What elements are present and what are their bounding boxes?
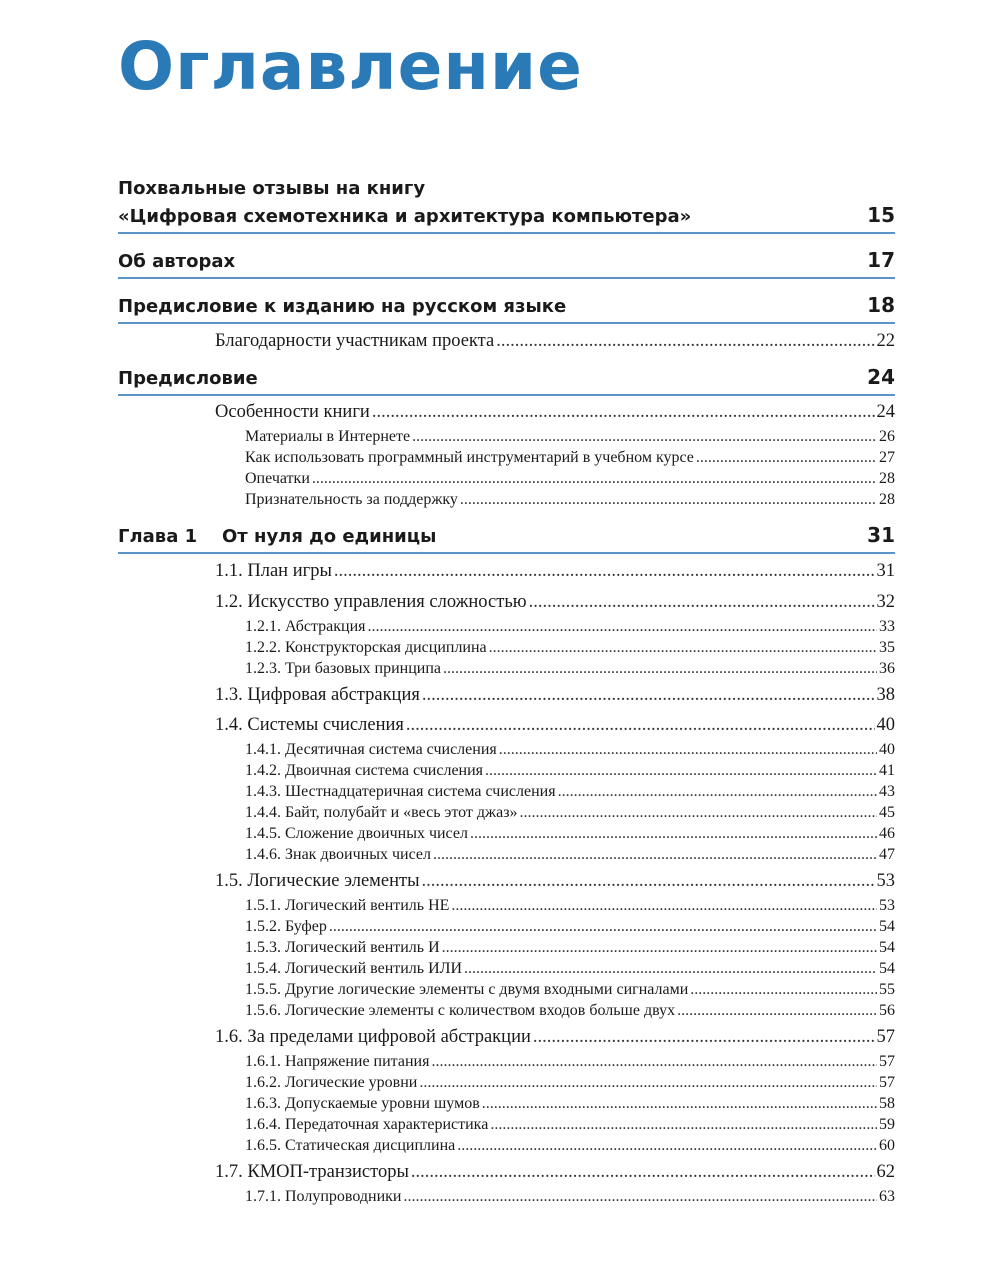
toc-subentry[interactable] bbox=[118, 802, 895, 823]
toc-subentry[interactable] bbox=[118, 1051, 895, 1072]
toc-entry[interactable] bbox=[118, 561, 895, 582]
toc-entry[interactable] bbox=[118, 715, 895, 736]
section-page-number: 18 bbox=[867, 293, 895, 317]
entry-title: 1.5.4. Логический вентиль ИЛИ bbox=[245, 960, 463, 977]
dot-leader bbox=[368, 616, 877, 637]
entry-title: 1.2.2. Конструкторская дисциплина bbox=[245, 639, 487, 656]
entry-page-number: 57 bbox=[879, 1053, 895, 1070]
toc-subentry[interactable] bbox=[118, 958, 895, 979]
toc-section-heading[interactable] bbox=[118, 247, 895, 279]
dot-leader bbox=[489, 637, 877, 658]
entry-page-number: 47 bbox=[879, 846, 895, 863]
entry-title: 1.5. Логические элементы bbox=[215, 871, 420, 891]
dot-leader bbox=[533, 1027, 875, 1048]
toc-subentry[interactable] bbox=[118, 916, 895, 937]
entry-title: 1.6. За пределами цифровой абстракции bbox=[215, 1027, 531, 1047]
entry-page-number: 57 bbox=[879, 1074, 895, 1091]
entry-title: 1.6.3. Допускаемые уровни шумов bbox=[245, 1095, 480, 1112]
entry-title: 1.7.1. Полупроводники bbox=[245, 1188, 402, 1205]
toc-subentry[interactable] bbox=[118, 658, 895, 679]
toc-subentry[interactable] bbox=[118, 844, 895, 865]
entry-title: 1.6.1. Напряжение питания bbox=[245, 1053, 430, 1070]
entry-title: 1.2.1. Абстракция bbox=[245, 618, 366, 635]
entry-page-number: 36 bbox=[879, 660, 895, 677]
entry-title: Как использовать программный инструментарий в учебном курсе bbox=[245, 449, 694, 466]
entry-page-number: 56 bbox=[879, 1002, 895, 1019]
entry-page-number: 38 bbox=[876, 685, 895, 705]
toc-subentry[interactable] bbox=[118, 489, 895, 510]
toc-subentry[interactable] bbox=[118, 1114, 895, 1135]
dot-leader bbox=[696, 447, 877, 468]
toc-subentry[interactable] bbox=[118, 895, 895, 916]
dot-leader bbox=[485, 760, 877, 781]
section-page-number: 24 bbox=[867, 365, 895, 389]
entry-title: 1.5.2. Буфер bbox=[245, 918, 327, 935]
entry-page-number: 32 bbox=[876, 592, 895, 612]
entry-page-number: 63 bbox=[879, 1188, 895, 1205]
entry-page-number: 62 bbox=[876, 1162, 895, 1182]
toc-entry[interactable] bbox=[118, 1162, 895, 1183]
entry-title: 1.4.1. Десятичная система счисления bbox=[245, 741, 497, 758]
dot-leader bbox=[460, 489, 877, 510]
dot-leader bbox=[529, 592, 875, 613]
entry-page-number: 58 bbox=[879, 1095, 895, 1112]
toc-section-heading[interactable] bbox=[118, 364, 895, 396]
dot-leader bbox=[464, 958, 877, 979]
toc-subentry[interactable] bbox=[118, 739, 895, 760]
toc-subentry[interactable] bbox=[118, 616, 895, 637]
entry-title: 1.5.3. Логический вентиль И bbox=[245, 939, 440, 956]
toc-subentry[interactable] bbox=[118, 1093, 895, 1114]
entry-title: 1.4.4. Байт, полубайт и «весь этот джаз» bbox=[245, 804, 518, 821]
dot-leader bbox=[443, 658, 877, 679]
toc-chapter-heading[interactable] bbox=[118, 522, 895, 554]
entry-page-number: 22 bbox=[876, 331, 895, 351]
entry-title: 1.4.6. Знак двоичных чисел bbox=[245, 846, 431, 863]
toc-subentry[interactable] bbox=[118, 937, 895, 958]
toc-entry[interactable] bbox=[118, 871, 895, 892]
entry-page-number: 59 bbox=[879, 1116, 895, 1133]
entry-page-number: 26 bbox=[879, 428, 895, 445]
toc-entry[interactable] bbox=[118, 1027, 895, 1048]
dot-leader bbox=[520, 802, 877, 823]
entry-title: Материалы в Интернете bbox=[245, 428, 411, 445]
entry-page-number: 55 bbox=[879, 981, 895, 998]
dot-leader bbox=[334, 561, 875, 582]
dot-leader bbox=[329, 916, 877, 937]
entry-page-number: 24 bbox=[876, 402, 895, 422]
toc-entry[interactable] bbox=[118, 331, 895, 352]
entry-page-number: 54 bbox=[879, 939, 895, 956]
entry-page-number: 60 bbox=[879, 1137, 895, 1154]
entry-title: Признательность за поддержку bbox=[245, 491, 458, 508]
toc-subentry[interactable] bbox=[118, 426, 895, 447]
toc-subentry[interactable] bbox=[118, 468, 895, 489]
entry-page-number: 40 bbox=[876, 715, 895, 735]
toc-subentry[interactable] bbox=[118, 1186, 895, 1207]
entry-page-number: 54 bbox=[879, 960, 895, 977]
toc-subentry[interactable] bbox=[118, 823, 895, 844]
dot-leader bbox=[470, 823, 877, 844]
dot-leader bbox=[496, 331, 874, 352]
dot-leader bbox=[558, 781, 877, 802]
entry-title: 1.5.5. Другие логические элементы с двумя входными сигналами bbox=[245, 981, 689, 998]
entry-title: 1.1. План игры bbox=[215, 561, 332, 581]
dot-leader bbox=[406, 715, 875, 736]
section-page-number: 17 bbox=[867, 248, 895, 272]
entry-title: Благодарности участникам проекта bbox=[215, 331, 495, 351]
section-lead-line: Похвальные отзывы на книгу bbox=[118, 178, 426, 199]
entry-page-number: 28 bbox=[879, 491, 895, 508]
toc-section-heading[interactable] bbox=[118, 176, 895, 234]
section-title: Предисловие bbox=[118, 368, 258, 389]
dot-leader bbox=[433, 844, 877, 865]
page-title: Оглавление bbox=[118, 28, 583, 105]
entry-page-number: 31 bbox=[876, 561, 895, 581]
dot-leader bbox=[419, 1072, 877, 1093]
dot-leader bbox=[457, 1135, 877, 1156]
toc-entry[interactable] bbox=[118, 685, 895, 706]
dot-leader bbox=[372, 402, 875, 423]
dot-leader bbox=[422, 871, 875, 892]
entry-page-number: 54 bbox=[879, 918, 895, 935]
entry-title: Опечатки bbox=[245, 470, 310, 487]
entry-title: 1.3. Цифровая абстракция bbox=[215, 685, 420, 705]
entry-title: 1.2. Искусство управления сложностью bbox=[215, 592, 527, 612]
dot-leader bbox=[422, 685, 875, 706]
section-page-number: 31 bbox=[867, 523, 895, 547]
toc-entry[interactable] bbox=[118, 592, 895, 613]
entry-page-number: 35 bbox=[879, 639, 895, 656]
entry-title: 1.6.5. Статическая дисциплина bbox=[245, 1137, 456, 1154]
dot-leader bbox=[403, 1186, 877, 1207]
entry-title: 1.7. КМОП-транзисторы bbox=[215, 1162, 409, 1182]
entry-page-number: 53 bbox=[876, 871, 895, 891]
toc-section-heading[interactable] bbox=[118, 292, 895, 324]
toc-subentry[interactable] bbox=[118, 1072, 895, 1093]
toc-entry[interactable] bbox=[118, 402, 895, 423]
toc-subentry[interactable] bbox=[118, 1000, 895, 1021]
entry-title: 1.5.1. Логический вентиль НЕ bbox=[245, 897, 450, 914]
dot-leader bbox=[690, 979, 877, 1000]
entry-page-number: 33 bbox=[879, 618, 895, 635]
toc-subentry[interactable] bbox=[118, 1135, 895, 1156]
entry-page-number: 46 bbox=[879, 825, 895, 842]
table-of-contents bbox=[118, 176, 895, 1207]
dot-leader bbox=[499, 739, 877, 760]
toc-subentry[interactable] bbox=[118, 979, 895, 1000]
dot-leader bbox=[451, 895, 877, 916]
entry-page-number: 43 bbox=[879, 783, 895, 800]
entry-title: 1.4.2. Двоичная система счисления bbox=[245, 762, 484, 779]
section-title: Предисловие к изданию на русском языке bbox=[118, 296, 567, 317]
dot-leader bbox=[490, 1114, 877, 1135]
toc-subentry[interactable] bbox=[118, 760, 895, 781]
dot-leader bbox=[431, 1051, 877, 1072]
dot-leader bbox=[442, 937, 877, 958]
entry-title: 1.4.5. Сложение двоичных чисел bbox=[245, 825, 468, 842]
section-page-number: 15 bbox=[867, 203, 895, 227]
toc-subentry[interactable] bbox=[118, 447, 895, 468]
entry-title: 1.2.3. Три базовых принципа bbox=[245, 660, 441, 677]
entry-page-number: 28 bbox=[879, 470, 895, 487]
entry-page-number: 53 bbox=[879, 897, 895, 914]
chapter-title: От нуля до единицы bbox=[222, 526, 437, 547]
entry-title: 1.6.4. Передаточная характеристика bbox=[245, 1116, 489, 1133]
dot-leader bbox=[412, 426, 877, 447]
entry-page-number: 41 bbox=[879, 762, 895, 779]
entry-title: 1.5.6. Логические элементы с количеством входов больше двух bbox=[245, 1002, 676, 1019]
entry-title: Особенности книги bbox=[215, 402, 370, 422]
dot-leader bbox=[312, 468, 877, 489]
toc-subentry[interactable] bbox=[118, 637, 895, 658]
section-title: Об авторах bbox=[118, 251, 236, 272]
chapter-number: Глава 1 bbox=[118, 526, 198, 547]
entry-page-number: 45 bbox=[879, 804, 895, 821]
entry-page-number: 27 bbox=[879, 449, 895, 466]
entry-page-number: 57 bbox=[876, 1027, 895, 1047]
toc-subentry[interactable] bbox=[118, 781, 895, 802]
dot-leader bbox=[482, 1093, 877, 1114]
entry-title: 1.4.3. Шестнадцатеричная система счисления bbox=[245, 783, 556, 800]
section-title: «Цифровая схемотехника и архитектура компьютера» bbox=[118, 206, 692, 227]
dot-leader bbox=[677, 1000, 877, 1021]
dot-leader bbox=[411, 1162, 875, 1183]
entry-title: 1.4. Системы счисления bbox=[215, 715, 404, 735]
entry-page-number: 40 bbox=[879, 741, 895, 758]
entry-title: 1.6.2. Логические уровни bbox=[245, 1074, 418, 1091]
